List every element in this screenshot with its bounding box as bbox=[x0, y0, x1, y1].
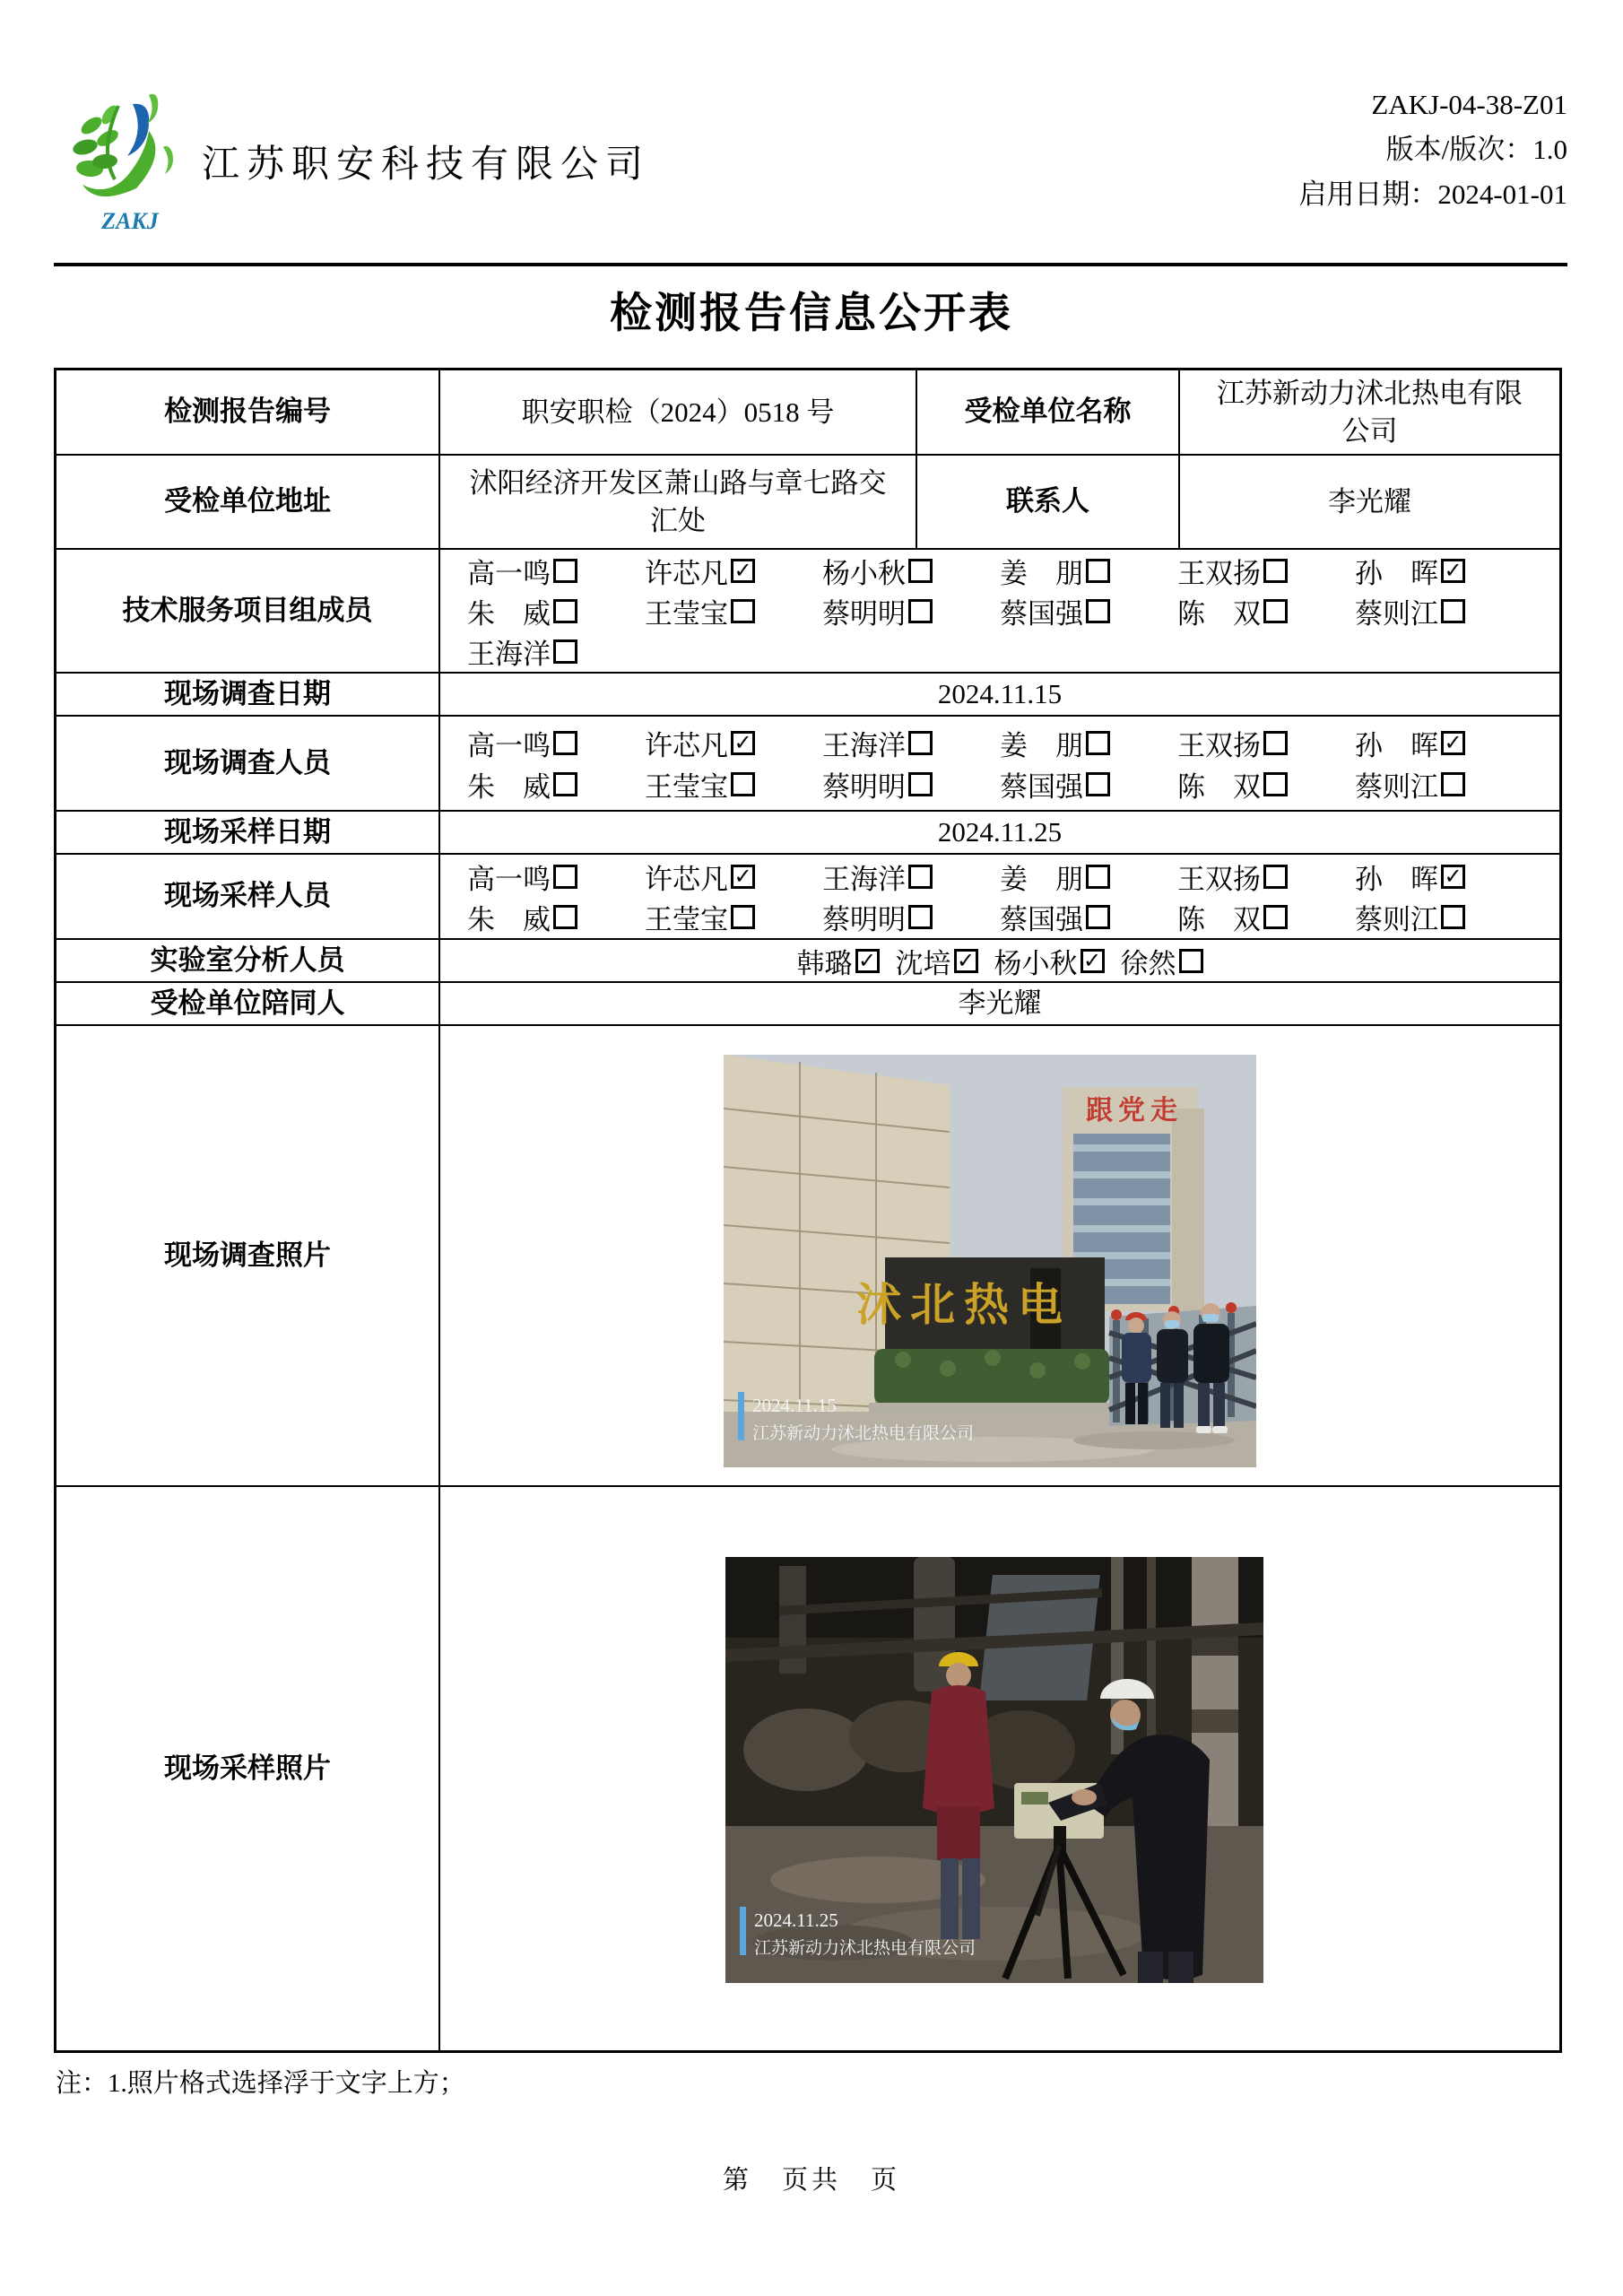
company-logo bbox=[63, 79, 197, 263]
member-name: 朱 威 bbox=[467, 597, 551, 630]
member-checkbox[interactable] bbox=[1263, 865, 1288, 889]
member-item bbox=[1000, 897, 1177, 937]
member-item bbox=[467, 723, 645, 763]
member-item bbox=[467, 857, 645, 897]
page-number: 第 页共 页 bbox=[722, 2166, 900, 2195]
member-name: 许芯凡 bbox=[645, 557, 728, 589]
member-name: 蔡则江 bbox=[1355, 903, 1438, 935]
member-name: 沈培 bbox=[895, 947, 951, 979]
member-item bbox=[896, 941, 978, 981]
member-name: 姜 朋 bbox=[1000, 729, 1083, 761]
member-name: 姜 朋 bbox=[1000, 863, 1083, 895]
member-item bbox=[1000, 857, 1177, 897]
member-item bbox=[1177, 591, 1355, 631]
member-name: 蔡则江 bbox=[1355, 770, 1438, 803]
member-checkbox[interactable] bbox=[1086, 772, 1110, 796]
member-item bbox=[1121, 941, 1203, 981]
member-checkbox[interactable] bbox=[1086, 731, 1110, 755]
member-checkbox[interactable] bbox=[731, 772, 755, 796]
member-checkbox[interactable] bbox=[908, 731, 933, 755]
row-survey-staff bbox=[56, 717, 1559, 812]
watermark-bar bbox=[738, 1392, 744, 1440]
member-name: 高一鸣 bbox=[467, 863, 551, 895]
member-checkbox[interactable] bbox=[1086, 559, 1110, 583]
sample-line-1 bbox=[467, 857, 1559, 897]
member-item bbox=[1355, 551, 1532, 591]
sample-staff-label: 现场采样人员 bbox=[56, 855, 440, 938]
member-name: 徐然 bbox=[1120, 947, 1176, 979]
row-survey-date bbox=[56, 674, 1559, 717]
member-checkbox[interactable] bbox=[731, 559, 755, 583]
member-checkbox[interactable] bbox=[731, 905, 755, 929]
member-item bbox=[1177, 764, 1355, 804]
survey-date-label: 现场调查日期 bbox=[56, 674, 440, 715]
member-checkbox[interactable] bbox=[908, 772, 933, 796]
sample-photo bbox=[725, 1557, 1263, 1983]
page-title: 检测报告信息公开表 bbox=[610, 289, 1013, 336]
member-checkbox[interactable] bbox=[731, 731, 755, 755]
member-name: 王海洋 bbox=[467, 638, 551, 670]
lab-line bbox=[440, 941, 1559, 981]
survey-photo-cell bbox=[440, 1026, 1559, 1485]
team-line-1 bbox=[467, 551, 1559, 591]
doc-code: ZAKJ-04-38-Z01 bbox=[1371, 89, 1567, 120]
member-checkbox[interactable] bbox=[731, 865, 755, 889]
member-checkbox[interactable] bbox=[553, 905, 577, 929]
report-no-label: 检测报告编号 bbox=[56, 370, 440, 454]
contact-label: 联系人 bbox=[917, 456, 1180, 548]
company-name: 江苏职安科技有限公司 bbox=[202, 144, 651, 186]
member-name: 王双扬 bbox=[1177, 863, 1261, 895]
team-members-cell bbox=[440, 550, 1559, 672]
member-item bbox=[1177, 897, 1355, 937]
unit-name-value: 江苏新动力沭北热电有限公司 bbox=[1217, 377, 1523, 447]
sample-date-label: 现场采样日期 bbox=[56, 812, 440, 853]
member-name: 王海洋 bbox=[822, 863, 906, 895]
member-name: 蔡国强 bbox=[1000, 903, 1083, 935]
row-report-no bbox=[56, 370, 1559, 456]
document-meta bbox=[1298, 83, 1567, 217]
member-name: 蔡国强 bbox=[1000, 597, 1083, 630]
logo-leaves bbox=[71, 103, 120, 179]
member-item bbox=[1355, 723, 1532, 763]
member-item bbox=[645, 857, 822, 897]
member-checkbox[interactable] bbox=[553, 599, 577, 623]
member-checkbox[interactable] bbox=[908, 865, 933, 889]
member-item bbox=[645, 764, 822, 804]
team-line-3 bbox=[467, 631, 1559, 672]
member-item bbox=[467, 897, 645, 937]
doc-version: 版本/版次：1.0 bbox=[1385, 134, 1567, 165]
member-item bbox=[1000, 723, 1177, 763]
member-name: 陈 双 bbox=[1177, 597, 1261, 630]
member-item bbox=[822, 551, 1000, 591]
member-item bbox=[1177, 551, 1355, 591]
watermark-date: 2024.11.15 bbox=[752, 1395, 837, 1416]
member-name: 蔡明明 bbox=[822, 770, 906, 803]
member-item bbox=[1000, 551, 1177, 591]
photo-banner-text: 跟党走 bbox=[1086, 1096, 1183, 1126]
footnote: 注：1.照片格式选择浮于文字上方； bbox=[56, 2069, 465, 2098]
member-name: 高一鸣 bbox=[467, 729, 551, 761]
member-item bbox=[467, 551, 645, 591]
member-checkbox[interactable] bbox=[1179, 949, 1203, 973]
member-checkbox[interactable] bbox=[553, 772, 577, 796]
member-checkbox[interactable] bbox=[954, 949, 978, 973]
member-name: 孙 晖 bbox=[1355, 729, 1438, 761]
row-sample-staff bbox=[56, 855, 1559, 940]
doc-start-date: 启用日期：2024-01-01 bbox=[1298, 178, 1567, 210]
member-checkbox[interactable] bbox=[1441, 731, 1465, 755]
member-name: 王双扬 bbox=[1177, 729, 1261, 761]
member-checkbox[interactable] bbox=[1441, 559, 1465, 583]
member-checkbox[interactable] bbox=[553, 865, 577, 889]
watermark-company: 江苏新动力沭北热电有限公司 bbox=[754, 1939, 976, 1958]
member-checkbox[interactable] bbox=[1081, 949, 1105, 973]
sample-photo-label: 现场采样照片 bbox=[56, 1487, 440, 2050]
member-name: 蔡则江 bbox=[1355, 597, 1438, 630]
member-item bbox=[822, 591, 1000, 631]
survey-staff-cell bbox=[440, 717, 1559, 810]
sample-line-2 bbox=[467, 897, 1559, 937]
member-checkbox[interactable] bbox=[553, 731, 577, 755]
member-name: 陈 双 bbox=[1177, 903, 1261, 935]
member-name: 朱 威 bbox=[467, 903, 551, 935]
member-item bbox=[645, 723, 822, 763]
member-checkbox[interactable] bbox=[1441, 599, 1465, 623]
member-checkbox[interactable] bbox=[731, 599, 755, 623]
member-checkbox[interactable] bbox=[908, 905, 933, 929]
header-divider bbox=[54, 263, 1567, 266]
member-checkbox[interactable] bbox=[1441, 772, 1465, 796]
companion-value: 李光耀 bbox=[958, 987, 1042, 1020]
member-item bbox=[994, 941, 1105, 981]
unit-addr-label: 受检单位地址 bbox=[56, 456, 440, 548]
member-checkbox[interactable] bbox=[908, 599, 933, 623]
member-item bbox=[467, 591, 645, 631]
row-sample-date bbox=[56, 812, 1559, 855]
member-name: 杨小秋 bbox=[822, 557, 906, 589]
survey-line-1 bbox=[467, 722, 1559, 763]
member-item bbox=[467, 631, 645, 672]
logo-text: ZAKJ bbox=[101, 208, 159, 234]
member-item bbox=[822, 764, 1000, 804]
member-name: 孙 晖 bbox=[1355, 863, 1438, 895]
member-checkbox[interactable] bbox=[1441, 865, 1465, 889]
member-item bbox=[1177, 723, 1355, 763]
member-checkbox[interactable] bbox=[553, 559, 577, 583]
member-name: 朱 威 bbox=[467, 770, 551, 803]
member-name: 高一鸣 bbox=[467, 557, 551, 589]
page-header bbox=[54, 79, 1567, 263]
unit-name-label: 受检单位名称 bbox=[917, 370, 1180, 454]
member-checkbox[interactable] bbox=[855, 949, 880, 973]
companion-label: 受检单位陪同人 bbox=[56, 983, 440, 1024]
team-label: 技术服务项目组成员 bbox=[56, 550, 440, 672]
member-item bbox=[1000, 591, 1177, 631]
member-checkbox[interactable] bbox=[1086, 905, 1110, 929]
row-unit-address bbox=[56, 456, 1559, 550]
sample-photo-cell bbox=[440, 1487, 1559, 2050]
info-table bbox=[54, 368, 1562, 2053]
member-item bbox=[822, 723, 1000, 763]
member-name: 许芯凡 bbox=[645, 863, 728, 895]
member-checkbox[interactable] bbox=[908, 559, 933, 583]
survey-date-value: 2024.11.15 bbox=[937, 678, 1063, 710]
member-checkbox[interactable] bbox=[1263, 772, 1288, 796]
lab-staff-cell bbox=[440, 940, 1559, 981]
member-item bbox=[1177, 857, 1355, 897]
member-checkbox[interactable] bbox=[1263, 599, 1288, 623]
member-checkbox[interactable] bbox=[1086, 599, 1110, 623]
team-line-2 bbox=[467, 591, 1559, 631]
member-name: 姜 朋 bbox=[1000, 557, 1083, 589]
watermark-date: 2024.11.25 bbox=[754, 1909, 838, 1931]
member-checkbox[interactable] bbox=[553, 639, 577, 664]
unit-addr-value: 沭阳经济开发区萧山路与章七路交汇处 bbox=[440, 456, 917, 548]
lab-label: 实验室分析人员 bbox=[56, 940, 440, 981]
member-item bbox=[645, 897, 822, 937]
member-item bbox=[1355, 591, 1532, 631]
member-item bbox=[822, 857, 1000, 897]
photo-stone-sign bbox=[856, 1257, 1105, 1352]
member-name: 蔡国强 bbox=[1000, 770, 1083, 803]
member-item bbox=[1355, 897, 1532, 937]
member-name: 蔡明明 bbox=[822, 597, 906, 630]
sample-staff-cell bbox=[440, 855, 1559, 938]
member-name: 王莹宝 bbox=[645, 903, 728, 935]
row-sample-photo bbox=[56, 1487, 1559, 2050]
member-checkbox[interactable] bbox=[1441, 905, 1465, 929]
member-name: 王莹宝 bbox=[645, 770, 728, 803]
member-name: 陈 双 bbox=[1177, 770, 1261, 803]
member-item bbox=[645, 591, 822, 631]
member-item bbox=[822, 897, 1000, 937]
report-no-value: 职安职检（2024）0518 号 bbox=[440, 370, 917, 454]
member-checkbox[interactable] bbox=[1263, 905, 1288, 929]
member-checkbox[interactable] bbox=[1263, 731, 1288, 755]
member-item bbox=[645, 551, 822, 591]
row-team-members bbox=[56, 550, 1559, 674]
watermark-bar bbox=[740, 1907, 746, 1955]
member-item bbox=[1355, 764, 1532, 804]
member-item bbox=[467, 764, 645, 804]
contact-value: 李光耀 bbox=[1328, 485, 1411, 517]
member-name: 孙 晖 bbox=[1355, 557, 1438, 589]
member-checkbox[interactable] bbox=[1263, 559, 1288, 583]
survey-line-2 bbox=[467, 763, 1559, 804]
watermark-company: 江苏新动力沭北热电有限公司 bbox=[752, 1424, 975, 1443]
member-name: 蔡明明 bbox=[822, 903, 906, 935]
member-name: 王海洋 bbox=[822, 729, 906, 761]
logo-plant-icon bbox=[63, 79, 197, 213]
member-name: 许芯凡 bbox=[645, 729, 728, 761]
member-name: 王双扬 bbox=[1177, 557, 1261, 589]
member-item bbox=[797, 941, 880, 981]
survey-staff-label: 现场调查人员 bbox=[56, 717, 440, 810]
row-companion bbox=[56, 983, 1559, 1026]
row-survey-photo bbox=[56, 1026, 1559, 1487]
member-item bbox=[1355, 857, 1532, 897]
member-checkbox[interactable] bbox=[1086, 865, 1110, 889]
member-name: 韩璐 bbox=[796, 947, 853, 979]
survey-photo-label: 现场调查照片 bbox=[56, 1026, 440, 1485]
member-name: 王莹宝 bbox=[645, 597, 728, 630]
member-item bbox=[1000, 764, 1177, 804]
sample-date-value: 2024.11.25 bbox=[937, 816, 1063, 848]
member-name: 杨小秋 bbox=[994, 947, 1078, 979]
row-lab-staff bbox=[56, 940, 1559, 983]
survey-photo bbox=[724, 1055, 1256, 1467]
photo-sign-text: 沭北热电 bbox=[856, 1280, 1072, 1330]
